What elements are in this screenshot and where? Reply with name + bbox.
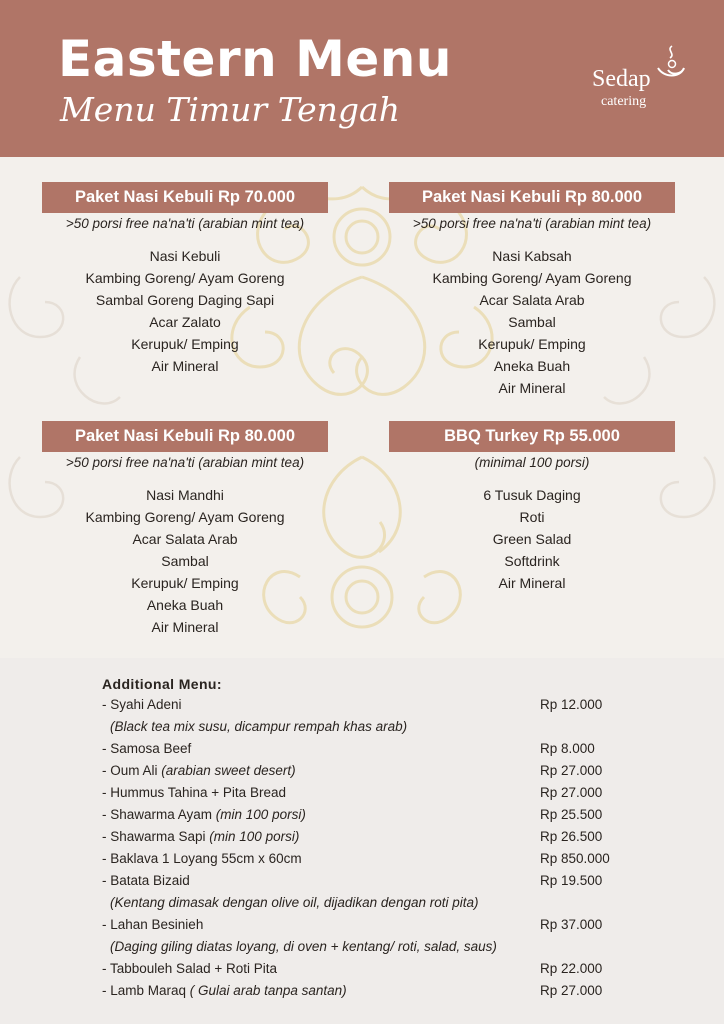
package-item: Acar Salata Arab xyxy=(479,292,585,308)
package-note: (minimal 100 porsi) xyxy=(474,455,590,470)
package-item: Air Mineral xyxy=(498,380,566,396)
package-item: Nasi Kebuli xyxy=(149,248,221,264)
package-item: Kambing Goreng/ Ayam Goreng xyxy=(85,509,285,525)
package-item: Kambing Goreng/ Ayam Goreng xyxy=(85,270,285,286)
package-note: >50 porsi free na'na'ti (arabian mint tea) xyxy=(65,455,305,470)
item-price: Rp 37.000 xyxy=(540,917,603,932)
menu-row xyxy=(102,782,622,804)
package-item: Air Mineral xyxy=(151,358,219,374)
additional-menu-title: Additional Menu: xyxy=(102,676,222,692)
item-note: (min 100 porsi) xyxy=(209,829,300,844)
package-title: Paket Nasi Kebuli Rp 80.000 xyxy=(389,182,675,213)
package-items xyxy=(389,484,675,594)
package-note: >50 porsi free na'na'ti (arabian mint tea) xyxy=(412,216,652,231)
package-title: Paket Nasi Kebuli Rp 80.000 xyxy=(42,421,328,452)
package-title: Paket Nasi Kebuli Rp 70.000 xyxy=(42,182,328,213)
page-title: Eastern Menu xyxy=(58,30,452,88)
item-name: - Syahi Adeni xyxy=(102,697,182,712)
package-item: Nasi Mandhi xyxy=(146,487,224,503)
package-item: Acar Zalato xyxy=(149,314,221,330)
brand-logo xyxy=(588,42,698,116)
package-item: Kerupuk/ Emping xyxy=(478,336,586,352)
item-name: - Baklava 1 Loyang 55cm x 60cm xyxy=(102,851,302,866)
menu-row xyxy=(102,694,622,716)
item-note: (arabian sweet desert) xyxy=(161,763,296,778)
item-name: - Lamb Maraq xyxy=(102,983,190,998)
package-item: 6 Tusuk Daging xyxy=(483,487,581,503)
item-price: Rp 25.500 xyxy=(540,807,603,822)
package-item: Softdrink xyxy=(504,553,560,569)
package-item: Air Mineral xyxy=(151,619,219,635)
package-item: Aneka Buah xyxy=(493,358,571,374)
item-note: ( Gulai arab tanpa santan) xyxy=(189,983,347,998)
package-card-4 xyxy=(389,421,675,594)
package-card-3 xyxy=(42,421,328,638)
package-item: Kerupuk/ Emping xyxy=(131,336,239,352)
menu-row xyxy=(102,826,622,848)
item-name: - Tabbouleh Salad + Roti Pita xyxy=(102,961,277,976)
header-banner xyxy=(0,0,724,157)
item-description: (Daging giling diatas loyang, di oven + kentang/ roti, salad, saus) xyxy=(110,939,497,954)
item-name: - Batata Bizaid xyxy=(102,873,190,888)
item-price: Rp 26.500 xyxy=(540,829,603,844)
item-name: - Lahan Besinieh xyxy=(102,917,204,932)
item-description: (Black tea mix susu, dicampur rempah khas arab) xyxy=(110,719,408,734)
menu-row xyxy=(102,914,622,936)
package-item: Acar Salata Arab xyxy=(132,531,238,547)
package-card-1 xyxy=(42,182,328,377)
logo-name: Sedap xyxy=(592,66,651,92)
package-item: Air Mineral xyxy=(498,575,566,591)
item-price: Rp 27.000 xyxy=(540,785,603,800)
package-item: Sambal Goreng Daging Sapi xyxy=(95,292,275,308)
logo-tagline: catering xyxy=(601,94,647,109)
package-item: Sambal xyxy=(161,553,209,569)
steam-swirl-icon xyxy=(650,42,690,88)
package-item: Aneka Buah xyxy=(146,597,224,613)
menu-row xyxy=(102,848,622,870)
item-name: - Shawarma Sapi xyxy=(102,829,210,844)
package-item: Sambal xyxy=(508,314,556,330)
item-price: Rp 850.000 xyxy=(540,851,610,866)
menu-row xyxy=(102,980,622,1002)
item-note: (min 100 porsi) xyxy=(215,807,306,822)
item-name: - Shawarma Ayam xyxy=(102,807,216,822)
package-item: Green Salad xyxy=(492,531,572,547)
package-item: Kerupuk/ Emping xyxy=(131,575,239,591)
additional-menu-list xyxy=(102,694,622,1002)
package-items xyxy=(42,245,328,377)
item-name: - Hummus Tahina + Pita Bread xyxy=(102,785,286,800)
menu-row xyxy=(102,804,622,826)
menu-row xyxy=(102,870,622,892)
item-name: - Samosa Beef xyxy=(102,741,192,756)
item-price: Rp 12.000 xyxy=(540,697,603,712)
package-item: Kambing Goreng/ Ayam Goreng xyxy=(432,270,632,286)
package-items xyxy=(389,245,675,399)
item-price: Rp 19.500 xyxy=(540,873,603,888)
menu-row xyxy=(102,760,622,782)
menu-row xyxy=(102,958,622,980)
package-item: Roti xyxy=(519,509,545,525)
page-subtitle: Menu Timur Tengah xyxy=(60,90,400,129)
menu-row xyxy=(102,738,622,760)
item-price: Rp 8.000 xyxy=(540,741,595,756)
item-name: - Oum Ali xyxy=(102,763,162,778)
package-title: BBQ Turkey Rp 55.000 xyxy=(389,421,675,452)
package-items xyxy=(42,484,328,638)
item-description: (Kentang dimasak dengan olive oil, dijadikan dengan roti pita) xyxy=(110,895,479,910)
item-price: Rp 27.000 xyxy=(540,983,603,998)
additional-menu-section xyxy=(0,658,724,1024)
package-card-2 xyxy=(389,182,675,399)
item-price: Rp 27.000 xyxy=(540,763,603,778)
package-note: >50 porsi free na'na'ti (arabian mint tea) xyxy=(65,216,305,231)
item-price: Rp 22.000 xyxy=(540,961,603,976)
package-item: Nasi Kabsah xyxy=(492,248,572,264)
